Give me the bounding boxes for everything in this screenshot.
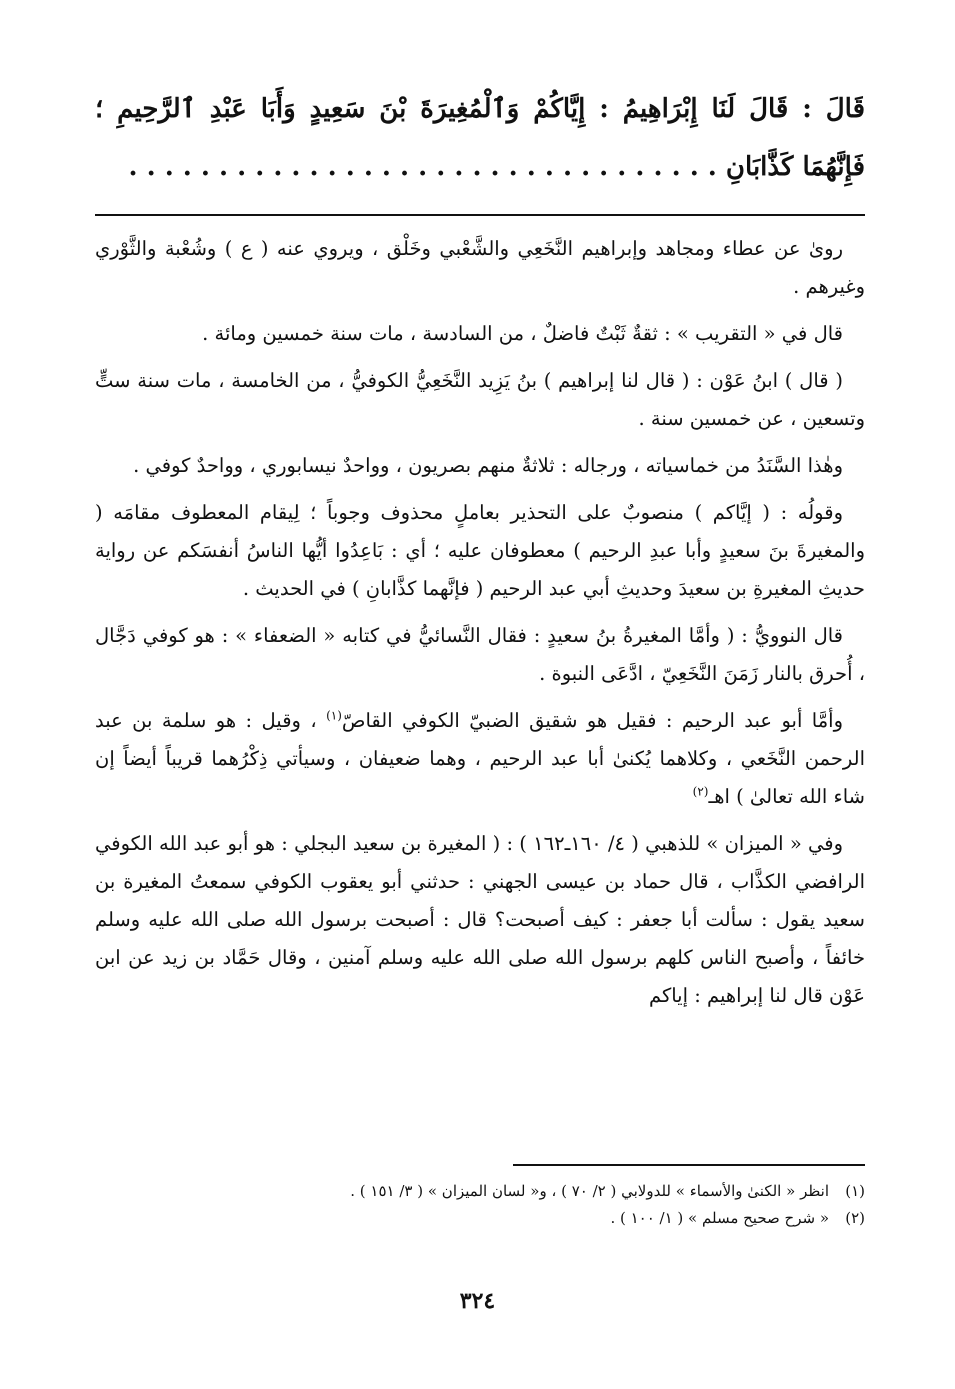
- hadith-dots: . . . . . . . . . . . . . . . . . . . . . . . . . . . . . . . . .: [128, 152, 717, 182]
- commentary: [95, 230, 865, 1015]
- footnote-2: [95, 1205, 865, 1232]
- footnotes: [95, 1164, 865, 1232]
- commentary-paragraph: وقولُه : ( إيَّاكم ) منصوبٌ على التحذير بعاملٍ محذوف وجوباً ؛ لِيقام المعطوف مقامَه ( والمغيرةَ بنَ سعيدٍ وأبا عبدِ الرحيم ) معطوفان عليه ؛ أي : بَاعِدُوا أيُّها الناسُ أنفسَكم عن رواية حديثِ المغيرةِ بن سعيدَ وحديثِ أبي عبد الرحيم ( فإنَّهما كذَّابانِ ) في الحديث .: [95, 501, 865, 600]
- commentary-paragraph: قال النوويُّ : ( وأمَّا المغيرةُ بنُ سعيدٍ : فقال النَّسائيُّ في كتابه « الضعفاء » : هو كوفي دَجَّال ، أُحرق بالنار زَمَنَ النَّخَعِيّ ، ادَّعَى النبوة .: [95, 624, 865, 685]
- footnote-divider: [513, 1164, 865, 1166]
- commentary-paragraph: روىٰ عن عطاء ومجاهد وإبراهيم النَّخَعِي والشَّعْبي وخَلْق ، ويروي عنه ( ع ) وشُعْبة والثَّوْري وغيرهم .: [95, 237, 865, 298]
- commentary-text: وأمَّا أبو عبد الرحيم : فقيل هو شقيق الضبيّ الكوفي القاصّ: [341, 709, 844, 732]
- commentary-text: ، وقيل : هو سلمة بن عبد الرحمن النَّخَعي ، وكلاهما يُكنىٰ أبا عبد الرحيم ، وهما ضعيفان ، وسيأتي ذِكْرُهما قريباً أيضاً إن شاء الله تعالىٰ ) اهـ: [95, 709, 865, 808]
- footnote-number: (٢): [845, 1209, 865, 1227]
- commentary-paragraph: ( قال ) ابنُ عَوْن : ( قال لنا إبراهيم ) بنُ يَزِيد النَّخَعِيُّ الكوفيُّ ، من الخامسة ، مات سنة ستٍّ وتسعين ، عن خمسين سنة .: [95, 369, 865, 430]
- hadith-text: قَالَ : قَالَ لَنَا إِبْرَاهِيمُ : إِيَّاكُمْ وَٱلْمُغِيرَةَ بْنَ سَعِيدٍ وَأَبَا عَبْدِ ٱلرَّحِيمِ ؛ فَإِنَّهُمَا كَذَّابَانِ: [95, 94, 866, 182]
- hadith-divider: [95, 214, 865, 216]
- footnote-text: انظر « الكنىٰ والأسماء » للدولابي ( ٢/ ٧٠ ) ، و« لسان الميزان » ( ٣/ ١٥١ ) .: [350, 1182, 829, 1200]
- commentary-paragraph-with-notes: [95, 702, 865, 816]
- footnote-marker-2[interactable]: (٢): [692, 784, 709, 799]
- footnote-1: [95, 1178, 865, 1205]
- footnote-number: (١): [845, 1182, 865, 1200]
- page-body: [95, 80, 865, 1024]
- commentary-paragraph: قال في « التقريب » : ثقةٌ ثَبْتٌ فاضلٌ ، من السادسة ، مات سنة خمسين ومائة .: [202, 322, 843, 345]
- commentary-paragraph: وهٰذا السَّنَدُ من خماسياته ، ورجاله : ثلاثةٌ منهم بصريون ، وواحدٌ نيسابوري ، وواحدٌ كوفي .: [133, 454, 843, 477]
- commentary-paragraph: وفي « الميزان » للذهبي ( ٤/ ١٦٠ـ١٦٢ ) : ( المغيرة بن سعيد البجلي : هو أبو عبد الله الكوفي الرافضي الكذَّاب ، قال حماد بن عيسى الجهني : حدثني أبو يعقوب الكوفي سمعتُ المغيرة بن سعيد يقول : سألت أبا جعفر : كيف أصبحت؟ قال : أصبحت برسول الله صلى الله عليه وسلم خائفاً ، وأصبح الناس كلهم برسول الله صلى الله عليه وسلم آمنين ، وقال حَمَّاد بن زيد عن ابن عَوْن قال لنا إبراهيم : إياكم: [95, 832, 865, 1007]
- page-number: ٣٢٤: [459, 1288, 496, 1314]
- footnote-marker-1[interactable]: (١): [326, 708, 342, 723]
- footnote-text: « شرح صحيح مسلم » ( ١/ ١٠٠ ) .: [610, 1209, 829, 1227]
- hadith-text-block: [95, 80, 865, 196]
